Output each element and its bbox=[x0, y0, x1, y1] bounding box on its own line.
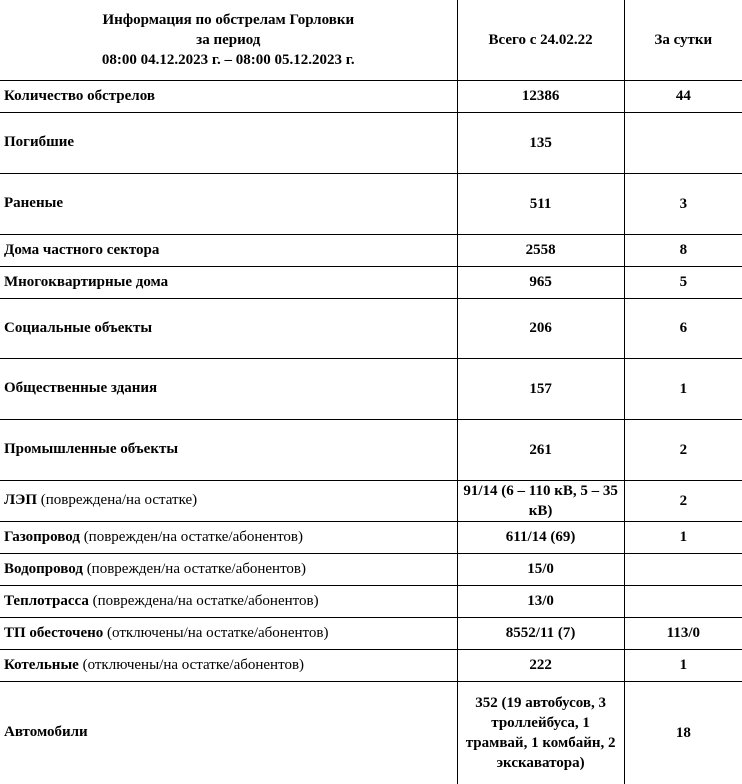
row-total: 135 bbox=[457, 112, 624, 173]
title-line-3: 08:00 04.12.2023 г. – 08:00 05.12.2023 г. bbox=[101, 51, 355, 68]
table-row bbox=[0, 649, 742, 681]
row-name: Газопровод bbox=[4, 528, 80, 545]
row-note: (повреждена/на остатке) bbox=[40, 492, 198, 508]
row-total: 15/0 bbox=[457, 553, 624, 585]
row-label bbox=[0, 617, 457, 649]
table-row bbox=[0, 480, 742, 521]
row-label bbox=[0, 681, 457, 784]
row-name: Дома частного сектора bbox=[4, 241, 160, 258]
table-row bbox=[0, 234, 742, 266]
row-day: 44 bbox=[624, 80, 742, 112]
row-name: Автомобили bbox=[4, 724, 88, 741]
row-label bbox=[0, 234, 457, 266]
table-row bbox=[0, 173, 742, 234]
row-total: 511 bbox=[457, 173, 624, 234]
row-day: 1 bbox=[624, 649, 742, 681]
row-total: 157 bbox=[457, 358, 624, 419]
row-note: (поврежден/на остатке/абонентов) bbox=[86, 560, 307, 577]
row-name: Промышленные объекты bbox=[4, 441, 179, 457]
row-day: 6 bbox=[624, 298, 742, 358]
row-label bbox=[0, 173, 457, 234]
row-total: 2558 bbox=[457, 234, 624, 266]
row-label bbox=[0, 298, 457, 358]
row-total: 13/0 bbox=[457, 585, 624, 617]
table-row bbox=[0, 681, 742, 784]
row-label bbox=[0, 585, 457, 617]
row-label bbox=[0, 80, 457, 112]
row-label bbox=[0, 480, 457, 521]
row-day bbox=[624, 553, 742, 585]
row-total: 91/14 (6 – 110 кВ, 5 – 35 кВ) bbox=[457, 480, 624, 521]
row-label bbox=[0, 649, 457, 681]
row-name: Водопровод bbox=[4, 560, 83, 577]
column-header-day: За сутки bbox=[624, 0, 742, 80]
row-name: Погибшие bbox=[4, 134, 75, 150]
row-day: 2 bbox=[624, 480, 742, 521]
row-day: 2 bbox=[624, 419, 742, 480]
table-row bbox=[0, 112, 742, 173]
column-header-total: Всего с 24.02.22 bbox=[457, 0, 624, 80]
table-row bbox=[0, 266, 742, 298]
row-label bbox=[0, 358, 457, 419]
row-day: 5 bbox=[624, 266, 742, 298]
row-name: Количество обстрелов bbox=[4, 87, 155, 104]
row-name: ТП обесточено bbox=[4, 624, 104, 641]
row-day: 8 bbox=[624, 234, 742, 266]
row-total: 206 bbox=[457, 298, 624, 358]
row-total: 222 bbox=[457, 649, 624, 681]
table-row bbox=[0, 617, 742, 649]
row-name: Теплотрасса bbox=[4, 592, 89, 609]
row-total: 352 (19 автобусов, 3 троллейбуса, 1 трамвай, 1 комбайн, 2 экскаватора) bbox=[457, 681, 624, 784]
row-total: 261 bbox=[457, 419, 624, 480]
row-name: Котельные bbox=[4, 656, 79, 673]
row-label bbox=[0, 266, 457, 298]
row-day bbox=[624, 112, 742, 173]
title-line-2: за период bbox=[196, 31, 261, 48]
row-name: Раненые bbox=[4, 195, 63, 211]
row-label bbox=[0, 553, 457, 585]
row-total: 611/14 (69) bbox=[457, 521, 624, 553]
row-label bbox=[0, 112, 457, 173]
table-header-row bbox=[0, 0, 742, 80]
row-total: 8552/11 (7) bbox=[457, 617, 624, 649]
table-row bbox=[0, 419, 742, 480]
row-total: 12386 bbox=[457, 80, 624, 112]
table-title-cell bbox=[0, 0, 457, 80]
title-line-1: Информация по обстрелам Горловки bbox=[102, 11, 355, 28]
table-row bbox=[0, 80, 742, 112]
table-row bbox=[0, 553, 742, 585]
row-note: (отключены/на остатке/абонентов) bbox=[107, 624, 329, 641]
row-name: Социальные объекты bbox=[4, 319, 153, 336]
table-row bbox=[0, 585, 742, 617]
row-day: 1 bbox=[624, 521, 742, 553]
table-row bbox=[0, 298, 742, 358]
row-note: (поврежден/на остатке/абонентов) bbox=[83, 528, 304, 545]
row-name: ЛЭП bbox=[4, 492, 38, 508]
row-note: (отключены/на остатке/абонентов) bbox=[82, 656, 305, 673]
table-row bbox=[0, 358, 742, 419]
table-row bbox=[0, 521, 742, 553]
row-day: 3 bbox=[624, 173, 742, 234]
row-label bbox=[0, 419, 457, 480]
row-label bbox=[0, 521, 457, 553]
row-day: 113/0 bbox=[624, 617, 742, 649]
row-day bbox=[624, 585, 742, 617]
row-note: (повреждена/на остатке/абонентов) bbox=[92, 592, 319, 609]
row-day: 1 bbox=[624, 358, 742, 419]
row-name: Многоквартирные дома bbox=[4, 273, 169, 290]
row-name: Общественные здания bbox=[4, 380, 158, 396]
row-day: 18 bbox=[624, 681, 742, 784]
row-total: 965 bbox=[457, 266, 624, 298]
